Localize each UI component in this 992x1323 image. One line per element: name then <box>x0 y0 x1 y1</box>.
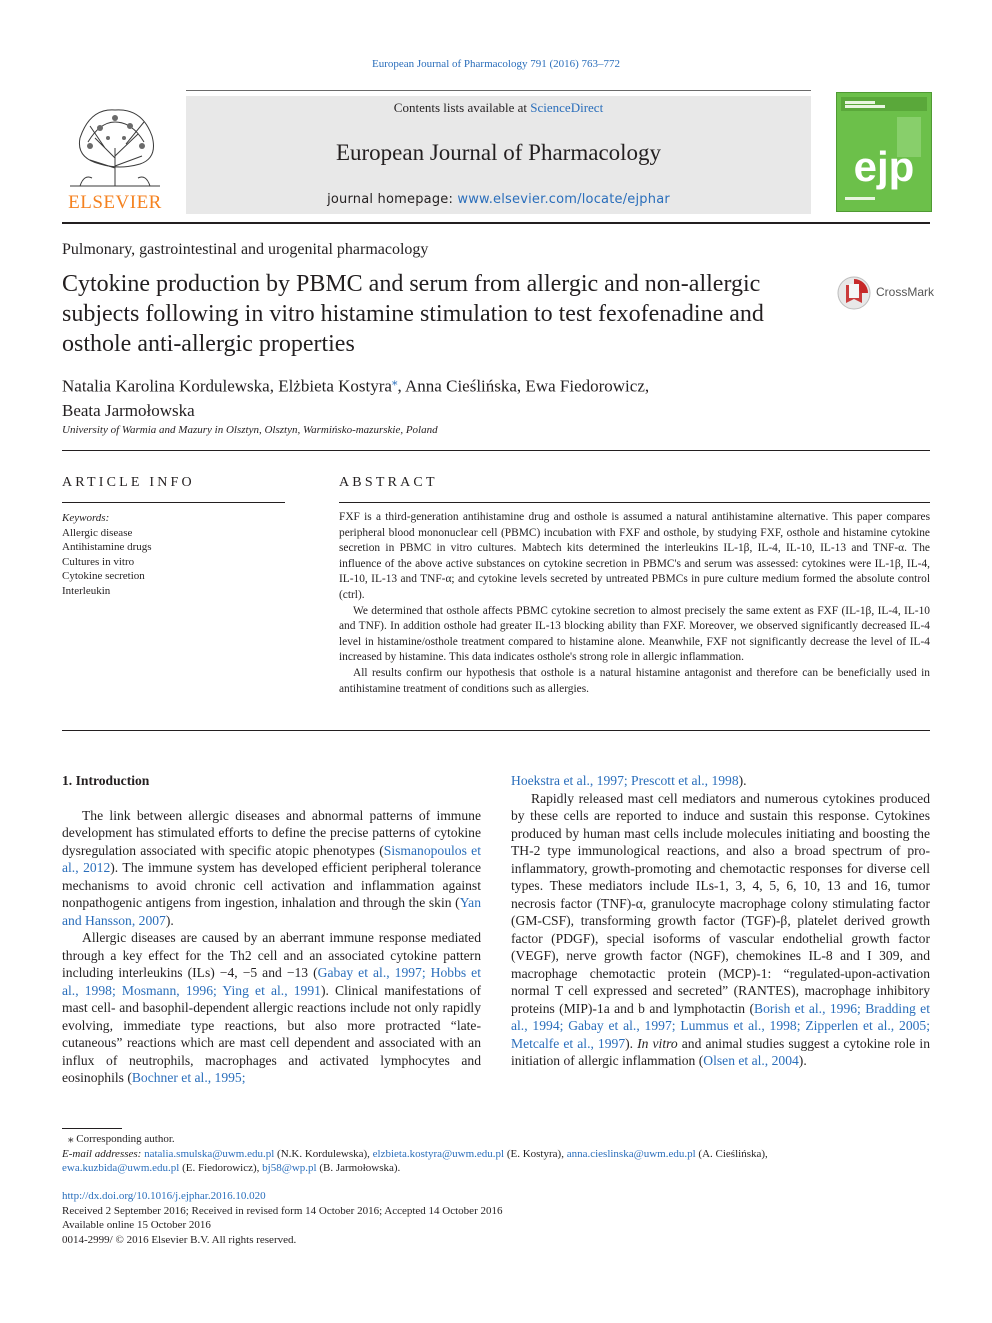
text-run: ). The immune system has developed efficient peripheral tolerance mechanisms to avoid chronic cell activation and inflammation against nonpathogenic antigens from ingestion, inhalation and through the skin ( <box>62 860 481 910</box>
email-link[interactable]: anna.cieslinska@uwm.edu.pl <box>566 1147 696 1160</box>
body-paragraph <box>62 807 481 930</box>
text-run: The link between allergic diseases and abnormal patterns of immune development has stimulated efforts to define the precise patterns of cytokine dysregulation associated with specific atopic phenotypes ( <box>62 807 481 858</box>
abstract-heading: ABSTRACT <box>339 475 438 490</box>
body-column-right <box>511 772 930 1070</box>
email-owner: (E. Fiedorowicz), <box>179 1162 263 1175</box>
corresponding-author-mark[interactable]: ⁎ <box>391 376 398 388</box>
email-addresses <box>62 1147 930 1176</box>
text-run: ). <box>165 912 174 928</box>
body-paragraph <box>62 929 481 1087</box>
author-list <box>62 370 782 423</box>
italic-run: In vitro <box>637 1035 678 1051</box>
doi-link[interactable]: http://dx.doi.org/10.1016/j.ejphar.2016.10.020 <box>62 1190 266 1202</box>
contents-line <box>186 100 811 116</box>
email-link[interactable]: elzbieta.kostyra@uwm.edu.pl <box>372 1147 505 1160</box>
citation-link[interactable]: Sismanopoulos et al., 2012 <box>62 842 481 875</box>
abstract-text <box>339 510 930 697</box>
abstract-paragraph: All results confirm our hypothesis that osthole is a natural histamine antagonist and therefore can be beneficially used in antihistamine treatment of conditions such as allergies. <box>339 666 930 695</box>
journal-cover-image-icon[interactable] <box>836 92 932 212</box>
elsevier-wordmark: ELSEVIER <box>68 192 162 213</box>
authors-line2[interactable]: Beata Jarmołowska <box>62 400 195 420</box>
homepage-line <box>186 192 811 207</box>
keyword-item: Antihistamine drugs <box>62 541 152 554</box>
contents-prefix: Contents lists available at <box>393 100 531 115</box>
introduction-heading: 1. Introduction <box>62 773 150 788</box>
homepage-prefix: journal homepage: <box>327 192 458 207</box>
article-title: Cytokine production by PBMC and serum from allergic and non-allergic subjects following in vitro histamine stimulation to test fexofenadine and osthole anti-allergic properties <box>62 271 764 357</box>
corresponding-author-note: ⁎ Corresponding author. <box>68 1133 175 1145</box>
citation-link[interactable]: Bochner et al., 1995; <box>131 1070 246 1085</box>
keyword-item: Cytokine secretion <box>62 570 145 583</box>
email-link[interactable]: ewa.kuzbida@uwm.edu.pl <box>62 1162 180 1175</box>
footnotes <box>62 1132 930 1176</box>
email-link[interactable]: bj58@wp.pl <box>262 1162 317 1175</box>
title-bottom-rule <box>62 450 930 451</box>
email-owner: (A. Cieślińska), <box>695 1147 768 1160</box>
article-info-rule <box>62 502 285 503</box>
abstract-paragraph: FXF is a third-generation antihistamine drug and osthole is assumed a natural antihistamine alternative. This paper compares peripheral blood mononuclear cell (PBMC) incubation with FXF and osthole, by studying FXF, osthole and histamine cytokine secretion in PBMC in vitro cultures. Mabtech kits determined the interleukins IL-1β, IL-4, IL-10, IL-13 and TNF-α. The influence of the above active substances on cytokine secretion in PBMC's and serum was assessed: cytokines were IL-1β, IL-4, IL-10, IL-13 and TNF-α; and cytokine levels secreted by untreated PBMCs in pure culture medium formed the absolute control (ctrl). <box>339 511 930 601</box>
abstract-rule <box>339 502 930 503</box>
footnote-rule <box>62 1128 122 1129</box>
text-run: ). <box>625 1035 638 1051</box>
text-run: Rapidly released mast cell mediators and numerous cytokines produced by these cells are reported to induce and sustain this response. Cytokines produced by human mast cells include molecules initiating and boosting the TH-2 type immunological reactions, and also a broad spectrum of pro-inflammatory, growth-promoting and chemotactic responses for diverse cell types. These mediators include ILs-1, 3, 4, 5, 6, 10, 13 and 16, tumor necrosis factor (TNF)-α, granulocyte macrophage colony stimulating factor (GM-CSF), transforming growth factor (TGF)-β, platelet derived growth factor (PDGF), special isoforms of vascular endothelial growth factor (VEGF), nerve growth factor (NGF), chemokines IL-8 and I 309, and macrophage chemotactic protein (MCP)-1: “regulated-upon-activation normal T cell expressed and secreted” (RANTES), macrophage inhibitory proteins (MIP)-1a and b and lymphotactin ( <box>511 790 930 1016</box>
body-paragraph <box>511 790 930 1070</box>
authors-line1-a[interactable]: Natalia Karolina Kordulewska, Elżbieta Kostyra <box>62 376 392 396</box>
cover-text: ejp <box>853 143 915 190</box>
keyword-item: Cultures in vitro <box>62 555 135 568</box>
keyword-item: Allergic disease <box>62 526 133 539</box>
journal-citation[interactable]: European Journal of Pharmacology 791 (2016) 763–772 <box>371 58 621 70</box>
header-top-rule <box>186 90 811 91</box>
email-owner: (N.K. Kordulewska), <box>274 1147 373 1160</box>
journal-name: European Journal of Pharmacology <box>335 140 662 165</box>
body-paragraph-continued <box>511 772 930 790</box>
sciencedirect-link[interactable]: ScienceDirect <box>530 100 604 115</box>
crossmark-badge[interactable] <box>836 273 936 313</box>
text-run: Allergic diseases are caused by an aberrant immune response mediated through a key effect for the Th2 cell and an associated cytokine pattern including interleukins (ILs) −4, −5 and −13 ( <box>62 930 481 980</box>
email-owner: (B. Jarmołowska). <box>316 1162 401 1175</box>
affiliation: University of Warmia and Mazury in Olsztyn, Olsztyn, Warmińsko-mazurskie, Poland <box>62 424 438 436</box>
received-dates: Received 2 September 2016; Received in revised form 14 October 2016; Accepted 14 October 2016 <box>62 1204 503 1217</box>
homepage-link[interactable]: www.elsevier.com/locate/ejphar <box>457 192 670 207</box>
citation-link[interactable]: Yan and Hansson, 2007 <box>62 895 481 928</box>
publication-info <box>62 1189 502 1247</box>
authors-line1-b[interactable]: , Anna Cieślińska, Ewa Fiedorowicz, <box>397 376 650 396</box>
email-label: E-mail addresses: <box>62 1147 145 1160</box>
text-run: and animal studies suggest a cytokine role in initiation of allergic inflammation ( <box>511 1035 930 1068</box>
article-section: Pulmonary, gastrointestinal and urogenital pharmacology <box>62 241 429 258</box>
citation-link[interactable]: Gabay et al., 1997; Hobbs et al., 1998; Mosmann, 1996; Ying et al., 1991 <box>62 965 481 998</box>
crossmark-icon <box>836 275 872 311</box>
email-owner: (E. Kostyra), <box>504 1147 567 1160</box>
abstract-bottom-rule <box>62 730 930 731</box>
abstract-paragraph: We determined that osthole affects PBMC cytokine secretion to almost precisely the same extent as FXF (IL-1β, IL-4, IL-10 and TNF). In addition osthole had greater IL-13 blocking ability than FXF. Moreover, we observed significantly decreased IL-4 level in histamine/osthole treatment compared to histamine alone. Meanwhile, FXF not significantly decrease the level of IL-4 increased by histamine. This data indicates osthole's strong role in allergic inflammation. <box>339 604 930 664</box>
keyword-item: Interleukin <box>62 584 111 597</box>
keywords-block <box>62 511 152 599</box>
online-date: Available online 15 October 2016 <box>62 1219 211 1232</box>
email-link[interactable]: natalia.smulska@uwm.edu.pl <box>144 1147 275 1160</box>
citation-link[interactable]: Olsen et al., 2004 <box>703 1053 799 1068</box>
crossmark-label: CrossMark <box>876 285 935 299</box>
header-bottom-rule <box>62 222 930 224</box>
body-column-left <box>62 772 481 1087</box>
copyright: 0014-2999/ © 2016 Elsevier B.V. All rights reserved. <box>62 1233 297 1246</box>
text-run: ). <box>738 773 747 788</box>
text-run: ). <box>798 1053 807 1068</box>
text-run: ). Clinical manifestations of mast cell- and basophil-dependent allergic reactions include not only rapidly evolving, immediate type reactions, but also more protracted “late-cutaneous” reactions which are mast cell dependent and associated with an influx of neutrophils, macrophages and activated lymphocytes and eosinophils ( <box>62 982 481 1085</box>
citation-link[interactable]: Hoekstra et al., 1997; Prescott et al., 1998 <box>511 773 739 788</box>
article-info-heading: ARTICLE INFO <box>62 475 195 490</box>
keywords-label: Keywords: <box>62 512 110 524</box>
citation-link[interactable]: Borish et al., 1996; Bradding et al., 1994; Gabay et al., 1997; Lummus et al., 1998; Zipperlen et al., 2005; Metcalfe et al., 1997 <box>511 1000 930 1051</box>
